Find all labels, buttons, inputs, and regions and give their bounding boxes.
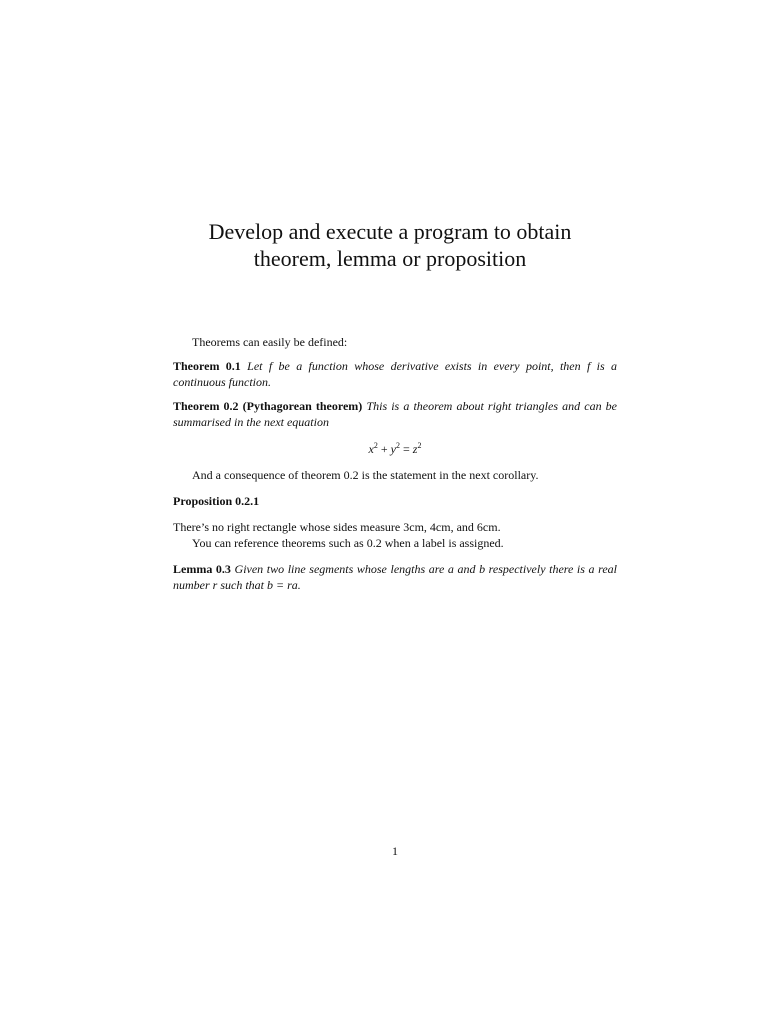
title-line-2: theorem, lemma or proposition bbox=[253, 246, 527, 271]
proposition-heading bbox=[173, 493, 617, 509]
theorem-0-2-label: Theorem 0.2 (Pythagorean theorem) bbox=[173, 399, 363, 413]
page-number: 1 bbox=[392, 844, 398, 858]
theorem-0-1 bbox=[173, 358, 617, 390]
theorem-0-1-text: Let f be a function whose derivative exists in every point, then f is a continuous function. bbox=[173, 359, 618, 389]
title-line-1: Develop and execute a program to obtain bbox=[208, 219, 572, 244]
lemma-0-3-text: Given two line segments whose lengths are a and b respectively there is a real number r such that b = ra. bbox=[173, 562, 618, 592]
theorem-0-2-text: This is a theorem about right triangles and can be summarised in the next equation bbox=[173, 399, 618, 429]
lemma-0-3-label: Lemma 0.3 bbox=[173, 562, 231, 576]
theorem-0-1-label: Theorem 0.1 bbox=[173, 359, 241, 373]
consequence-paragraph: And a consequence of theorem 0.2 is the statement in the next corollary. bbox=[192, 468, 539, 482]
proposition-text: There’s no right rectangle whose sides measure 3cm, 4cm, and 6cm. bbox=[173, 520, 501, 534]
lemma-0-3 bbox=[173, 561, 617, 593]
theorem-0-2 bbox=[173, 398, 617, 430]
reference-paragraph: You can reference theorems such as 0.2 when a label is assigned. bbox=[192, 536, 504, 550]
pythagorean-equation: $x^2 + y^2 = z^2$ bbox=[368, 441, 422, 456]
proposition-label: Proposition 0.2.1 bbox=[173, 494, 260, 508]
document-title bbox=[160, 218, 620, 272]
intro-paragraph: Theorems can easily be defined: bbox=[192, 335, 348, 349]
